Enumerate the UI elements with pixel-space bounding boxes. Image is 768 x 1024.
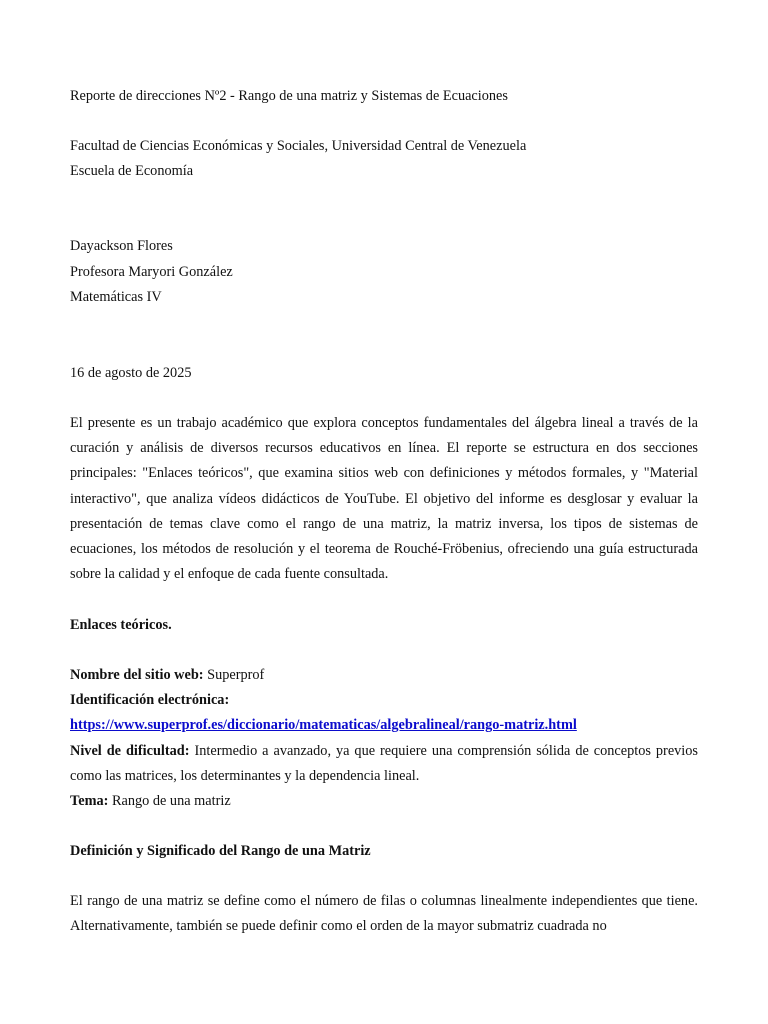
subheading: Definición y Significado del Rango de una Matriz [70, 843, 371, 859]
topic-label: Tema: [70, 793, 109, 810]
section-heading: Enlaces teóricos. [70, 617, 172, 633]
resource-link[interactable]: https://www.superprof.es/diccionario/matematicas/algebralineal/rango-matriz.html [70, 717, 577, 734]
difficulty-label: Nivel de dificultad: [70, 742, 190, 759]
topic-value: Rango de una matriz [108, 793, 231, 810]
site-name-label: Nombre del sitio web: [70, 667, 204, 683]
professor-line: Profesora Maryori González [70, 264, 233, 280]
site-name-line [70, 663, 698, 688]
school-line: Escuela de Economía [70, 163, 194, 179]
faculty-line: Facultad de Ciencias Económicas y Sociales, Universidad Central de Venezuela [70, 138, 527, 154]
report-title: Reporte de direcciones Nº2 - Rango de una matriz y Sistemas de Ecuaciones [70, 88, 508, 104]
topic-line [70, 789, 698, 814]
course-line: Matemáticas IV [70, 289, 162, 305]
intro-paragraph: El presente es un trabajo académico que explora conceptos fundamentales del álgebra lineal a través de la curación y análisis de diversos recursos educativos en línea. El reporte se estructura en dos secciones principales: "Enlaces teóricos", que examina sitios web con definiciones y métodos formales, y "Material interactivo", que analiza vídeos didácticos de YouTube. El objetivo del informe es desglosar y evaluar la presentación de temas clave como el rango de una matriz, la matriz inversa, los tipos de sistemas de ecuaciones, los métodos de resolución y el teorema de Rouché-Fröbenius, ofreciendo una guía estructurada sobre la calidad y el enfoque de cada fuente consultada. [70, 415, 698, 583]
body-paragraph: El rango de una matriz se define como el número de filas o columnas linealmente independientes que tiene. Alternativamente, también se puede definir como el orden de la mayor submatriz cuadrada no [70, 893, 698, 935]
electronic-id-label: Identificación electrónica: [70, 692, 230, 709]
date-line: 16 de agosto de 2025 [70, 365, 192, 381]
author-line: Dayackson Flores [70, 238, 173, 254]
resource-entry [70, 663, 698, 814]
difficulty-line [70, 739, 698, 789]
difficulty-value: Intermedio a avanzado, ya que requiere una comprensión sólida de conceptos previos como las matrices, los determinantes y la dependencia lineal. [70, 742, 698, 784]
site-name-value: Superprof [203, 667, 265, 683]
